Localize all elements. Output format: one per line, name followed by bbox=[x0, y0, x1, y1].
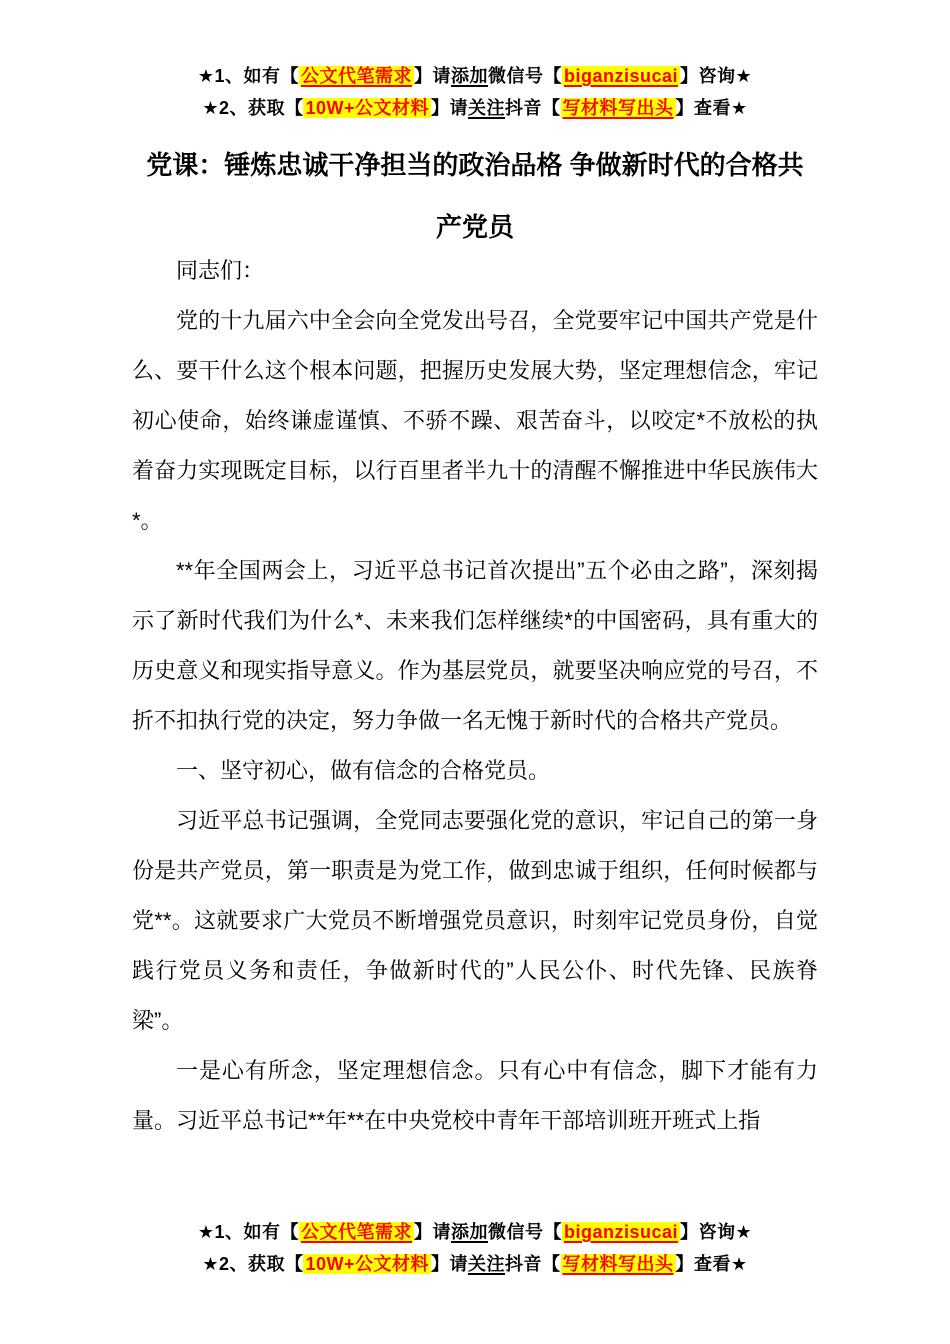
notice-text: ★2、获取【 bbox=[202, 98, 304, 118]
highlight-douyin-name: 写材料写出头 bbox=[562, 1254, 674, 1274]
footer-notice-line-2 bbox=[0, 1248, 950, 1280]
underline-add-action: 添加 bbox=[450, 1222, 488, 1242]
notice-text: 】请 bbox=[431, 98, 469, 118]
underline-add-action: 添加 bbox=[450, 66, 488, 86]
notice-text: 抖音【 bbox=[505, 98, 561, 118]
highlight-douyin-name: 写材料写出头 bbox=[562, 98, 674, 118]
highlight-writing-service: 公文代笔需求 bbox=[300, 66, 412, 86]
paragraph: 一是心有所念，坚定理想信念。只有心中有信念，脚下才能有力量。习近平总书记**年**在中央党校中青年干部培训班开班式上指 bbox=[132, 1058, 818, 1133]
underline-follow-action: 关注 bbox=[468, 98, 506, 118]
document-title: 党课：锤炼忠诚干净担当的政治品格 争做新时代的合格共产党员 bbox=[146, 150, 804, 242]
notice-text: ★1、如有【 bbox=[197, 66, 299, 86]
header-notice bbox=[0, 0, 950, 124]
highlight-materials: 10W+公文材料 bbox=[305, 1254, 430, 1274]
paragraph: **年全国两会上，习近平总书记首次提出”五个必由之路”，深刻揭示了新时代我们为什么*、未来我们怎样继续*的中国密码，具有重大的历史意义和现实指导意义。作为基层党员，就要坚决响应党的号召，不折不扣执行党的决定，努力争做一名无愧于新时代的合格共产党员。 bbox=[132, 558, 818, 733]
underline-follow-action: 关注 bbox=[468, 1254, 506, 1274]
notice-text: 抖音【 bbox=[505, 1254, 561, 1274]
notice-text: 微信号【 bbox=[487, 66, 562, 86]
notice-text: 】咨询★ bbox=[680, 66, 753, 86]
highlight-wechat-id: biganzisucai bbox=[563, 1222, 679, 1242]
notice-text: ★2、获取【 bbox=[202, 1254, 304, 1274]
notice-text: 】请 bbox=[413, 66, 451, 86]
header-notice-line-1 bbox=[0, 60, 950, 92]
notice-text: 】查看★ bbox=[675, 1254, 748, 1274]
highlight-materials: 10W+公文材料 bbox=[305, 98, 430, 118]
notice-text: 微信号【 bbox=[487, 1222, 562, 1242]
notice-text: 】请 bbox=[413, 1222, 451, 1242]
notice-text: 】咨询★ bbox=[680, 1222, 753, 1242]
section-heading: 一、坚守初心，做有信念的合格党员。 bbox=[176, 758, 551, 783]
notice-text: 】查看★ bbox=[675, 98, 748, 118]
highlight-writing-service: 公文代笔需求 bbox=[300, 1222, 412, 1242]
salutation: 同志们： bbox=[176, 258, 265, 283]
document-body bbox=[132, 246, 818, 1146]
notice-text: ★1、如有【 bbox=[197, 1222, 299, 1242]
footer-notice-line-1 bbox=[0, 1216, 950, 1248]
highlight-wechat-id: biganzisucai bbox=[563, 66, 679, 86]
notice-text: 】请 bbox=[431, 1254, 469, 1274]
paragraph: 党的十九届六中全会向全党发出号召，全党要牢记中国共产党是什么、要干什么这个根本问题，把握历史发展大势，坚定理想信念，牢记初心使命，始终谦虚谨慎、不骄不躁、艰苦奋斗，以咬定*不放松的执着奋力实现既定目标，以行百里者半九十的清醒不懈推进中华民族伟大*。 bbox=[132, 308, 818, 533]
paragraph: 习近平总书记强调，全党同志要强化党的意识，牢记自己的第一身份是共产党员，第一职责是为党工作，做到忠诚于组织，任何时候都与党**。这就要求广大党员不断增强党员意识，时刻牢记党员身份，自觉践行党员义务和责任，争做新时代的”人民公仆、时代先锋、民族脊梁”。 bbox=[132, 808, 818, 1033]
header-notice-line-2 bbox=[0, 92, 950, 124]
footer-notice bbox=[0, 1216, 950, 1280]
